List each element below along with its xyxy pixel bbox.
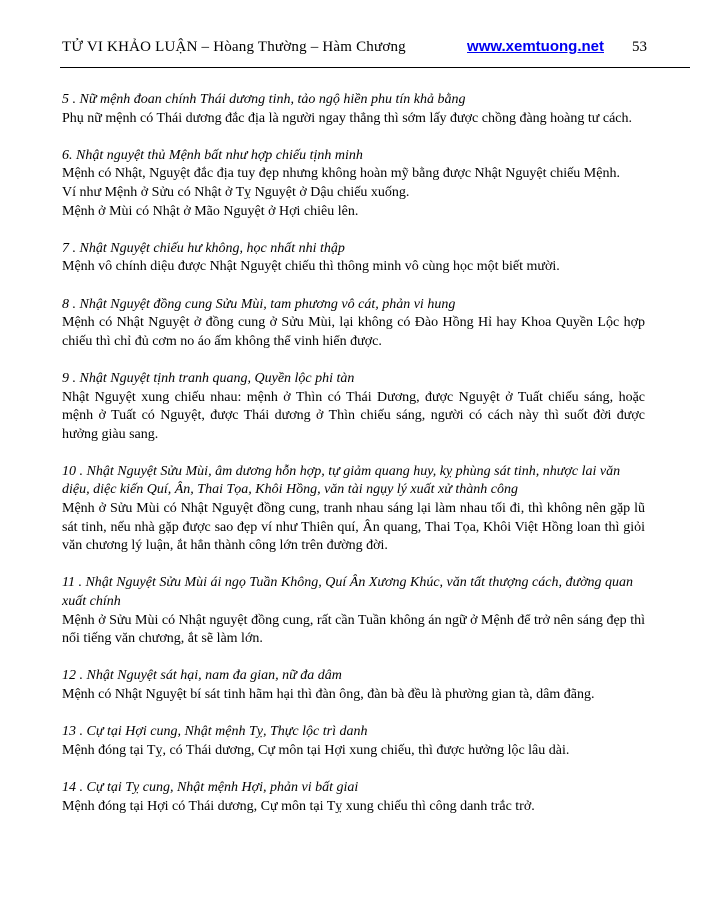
- section-9-heading: 9 . Nhật Nguyệt tịnh tranh quang, Quyền lộc phi tàn: [62, 370, 355, 386]
- section-12-heading: 12 . Nhật Nguyệt sát hại, nam đa gian, nữ đa dâm: [62, 668, 342, 684]
- section-5-heading: 5 . Nữ mệnh đoan chính Thái dương tinh, tảo ngộ hiền phu tín khả bằng: [62, 92, 466, 107]
- section-13-paragraph-1: Mệnh đóng tại Tỵ, có Thái dương, Cự môn tại Hợi xung chiếu, thì được hưởng lộc lâu dài.: [62, 742, 570, 758]
- section-14: [62, 779, 645, 816]
- page-number: 53: [632, 39, 647, 55]
- section-11: [62, 574, 645, 648]
- section-6-heading: 6. Nhật nguyệt thủ Mệnh bất như hợp chiếu tịnh minh: [62, 147, 363, 163]
- section-12-paragraph-1: Mệnh có Nhật Nguyệt bí sát tinh hãm hại thì đàn ông, đàn bà đều là phường gian tà, dâm đãng.: [62, 687, 595, 702]
- section-8: [62, 296, 645, 352]
- section-5-paragraph-1: Phụ nữ mệnh có Thái dương đắc địa là người ngay thẳng thì sớm lấy được chồng đàng hoàng tư cách.: [62, 110, 633, 126]
- section-13-heading: 13 . Cự tại Hợi cung, Nhật mệnh Tỵ, Thực lộc trì danh: [62, 724, 368, 740]
- section-6-paragraph-3: Mệnh ở Mùi có Nhật ở Mão Nguyệt ở Hợi chiêu lên.: [62, 203, 359, 219]
- section-6-paragraph-2: Ví như Mệnh ở Sửu có Nhật ở Tỵ Nguyệt ở Dậu chiếu xuống.: [62, 184, 410, 200]
- section-11-paragraph-1: Mệnh ở Sửu Mùi có Nhật nguyệt đồng cung, rất cần Tuần không án ngữ ở Mệnh để trở nên sáng đẹp thì nổi tiếng văn chương, ắt sẽ làm lớn.: [62, 612, 645, 647]
- section-14-heading: 14 . Cự tại Tỵ cung, Nhật mệnh Hợi, phản vi bất giai: [62, 779, 359, 795]
- section-5: [62, 91, 645, 128]
- section-10-paragraph-1: Mệnh ở Sửu Mùi có Nhật Nguyệt đồng cung, tranh nhau sáng lại làm nhau tối đi, thì không nên gặp lũ sát tinh, nếu nhà gặp được sao đẹp ví như Thiên quí, Ân quang, Thai Tọa, Khôi Việt Hồng loan thì giỏi văn chương lý luận, ắt hẳn thành công lớn trên đường đời.: [62, 501, 645, 554]
- section-7-heading: 7 . Nhật Nguyệt chiếu hư không, học nhất nhi thập: [62, 240, 345, 256]
- section-8-paragraph-1: Mệnh có Nhật Nguyệt ở đồng cung ở Sửu Mùi, lại không có Đào Hồng Hỉ hay Khoa Quyền Lộc hợp chiếu thì chỉ đủ cơm no áo ấm không thể vinh hiển được.: [62, 315, 645, 349]
- website-link[interactable]: www.xemtuong.net: [467, 38, 604, 55]
- section-12: [62, 667, 645, 704]
- section-6: [62, 147, 645, 221]
- section-10-heading: 10 . Nhật Nguyệt Sửu Mùi, âm dương hỗn hợp, tự giảm quang huy, kỵ phùng sát tinh, nhược lai văn diệu, diệc kiến Quí, Ân, Thai Tọa, Khôi Hồng, văn tài ngụy lý xuất xử thành công: [62, 463, 621, 498]
- page-header: [0, 0, 705, 56]
- section-7: [62, 240, 645, 277]
- header-title: TỬ VI KHẢO LUẬN – Hòang Thường – Hàm Chương: [62, 39, 406, 55]
- section-14-paragraph-1: Mệnh đóng tại Hợi có Thái dương, Cự môn tại Tỵ xung chiếu thì công danh trắc trở.: [62, 798, 535, 814]
- section-9: [62, 370, 645, 444]
- section-13: [62, 723, 645, 760]
- section-6-paragraph-1: Mệnh có Nhật, Nguyệt đắc địa tuy đẹp nhưng không hoàn mỹ bằng được Nhật Nguyệt chiếu Mệnh.: [62, 166, 620, 182]
- section-10: [62, 463, 645, 556]
- section-9-paragraph-1: Nhật Nguyệt xung chiếu nhau: mệnh ở Thìn có Thái Dương, được Nguyệt ở Tuất chiếu sáng, hoặc mệnh ở Tuất có Nguyệt, được Thái dương ở Thìn chiếu sáng, người có cách này thì suốt đời được hưởng giàu sang.: [62, 389, 645, 442]
- header-right: [467, 38, 647, 56]
- section-8-heading: 8 . Nhật Nguyệt đồng cung Sửu Mùi, tam phương vô cát, phản vi hung: [62, 296, 456, 312]
- section-7-paragraph-1: Mệnh vô chính diệu được Nhật Nguyệt chiếu thì thông minh vô cùng học một biết mười.: [62, 259, 560, 275]
- document-content: [0, 68, 705, 816]
- section-11-heading: 11 . Nhật Nguyệt Sửu Mùi ái ngọ Tuần Không, Quí Ân Xương Khúc, văn tất thượng cách, đường quan xuất chính: [62, 575, 634, 610]
